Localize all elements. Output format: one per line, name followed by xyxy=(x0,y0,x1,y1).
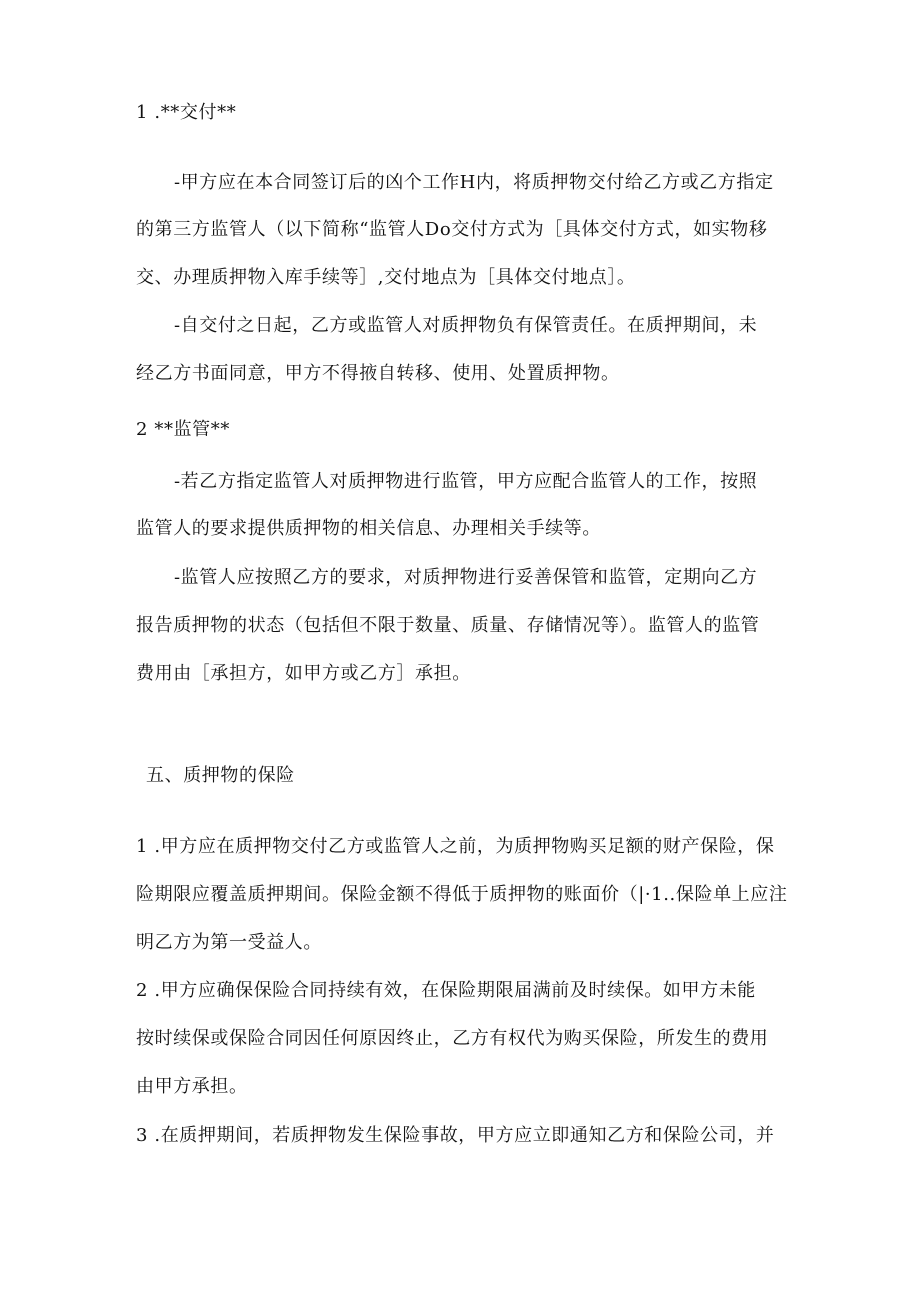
section5-p3-line1: 3 .在质押期间，若质押物发生保险事故，甲方应立即通知乙方和保险公司，并 xyxy=(136,1125,775,1146)
item1-para2-line2: 经乙方书面同意，甲方不得掖自转移、使用、处置质押物。 xyxy=(136,363,620,384)
item2-para1-line2: 监管人的要求提供质押物的相关信息、办理相关手续等。 xyxy=(136,518,601,539)
section5-p2-line3: 由甲方承担。 xyxy=(136,1076,248,1097)
item2-para1-line1: -若乙方指定监管人对质押物进行监管，甲方应配合监管人的工作，按照 xyxy=(174,471,758,492)
section5-p1-line3: 明乙方为第一受益人。 xyxy=(136,932,322,953)
item1-para2-line1: -自交付之日起，乙方或监管人对质押物负有保管责任。在质押期间，未 xyxy=(174,315,758,336)
section5-title: 五、质押物的保险 xyxy=(146,765,295,786)
item1-para1-line3: 交、办理质押物入库手续等］,交付地点为［具体交付地点］。 xyxy=(136,267,636,288)
item1-para1-line2: 的第三方监管人（以下简称“监管人Do交付方式为［具体交付方式，如实物移 xyxy=(136,219,768,240)
item2-heading: 2 **监管** xyxy=(136,419,230,440)
item2-para2-line2: 报告质押物的状态（包括但不限于数量、质量、存储情况等）。监管人的监管 xyxy=(136,615,760,636)
section5-p1-line1: 1 .甲方应在质押物交付乙方或监管人之前，为质押物购买足额的财产保险，保 xyxy=(136,836,775,857)
item2-para2-line3: 费用由［承担方，如甲方或乙方］承担。 xyxy=(136,663,471,684)
section5-p1-line2: 险期限应覆盖质押期间。保险金额不得低于质押物的账面价（|·1..保险单上应注 xyxy=(136,884,788,905)
section5-p2-line2: 按时续保或保险合同因任何原因终止，乙方有权代为购买保险，所发生的费用 xyxy=(136,1028,769,1049)
item1-para1-line1: -甲方应在本合同签订后的凶个工作H内，将质押物交付给乙方或乙方指定 xyxy=(174,172,774,193)
item1-heading: 1 .**交付** xyxy=(136,102,237,123)
item2-para2-line1: -监管人应按照乙方的要求，对质押物进行妥善保管和监管，定期向乙方 xyxy=(174,567,758,588)
section5-p2-line1: 2 .甲方应确保保险合同持续有效，在保险期限届满前及时续保。如甲方未能 xyxy=(136,980,756,1001)
